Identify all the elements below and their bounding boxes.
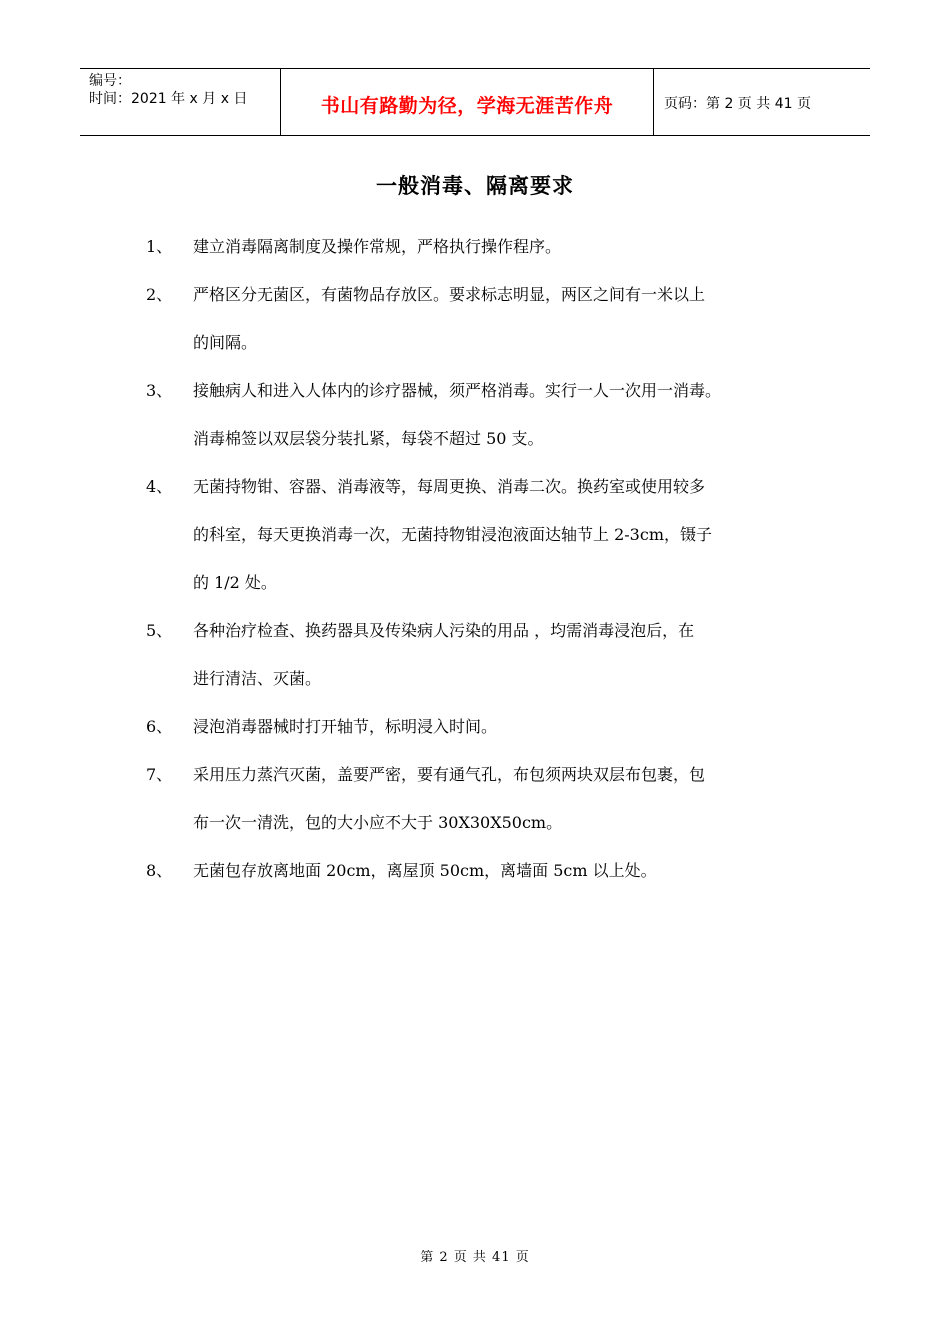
list-item [146, 235, 826, 259]
list-item-number: 8、 [146, 861, 173, 880]
list-item-text [193, 763, 826, 835]
list-item-number: 6、 [146, 717, 173, 736]
list-item-text [193, 475, 826, 595]
list-item-line: 采用压力蒸汽灭菌，盖要严密，要有通气孔，布包须两块双层布包裹，包 [193, 765, 706, 784]
list-item [146, 763, 826, 835]
motto: 书山有路勤为径，学海无涯苦作舟 [320, 94, 614, 117]
requirements-list [146, 235, 826, 883]
list-item-number: 4、 [146, 477, 173, 496]
list-item-line: 无菌持物钳、容器、消毒液等，每周更换、消毒二次。换药室或使用较多 [193, 477, 706, 496]
list-item-number: 5、 [146, 621, 173, 640]
list-item-text [193, 235, 826, 259]
header-meta-cell [80, 69, 281, 135]
header-page-cell [654, 69, 870, 135]
number-label: 编号： [89, 73, 131, 89]
list-item-text [193, 859, 826, 883]
list-item-line: 进行清洁、灭菌。 [193, 669, 322, 688]
list-item-text [193, 715, 826, 739]
list-item-line: 的科室，每天更换消毒一次，无菌持物钳浸泡液面达轴节上 2-3cm，镊子 [193, 525, 712, 544]
list-item-line: 的间隔。 [193, 333, 258, 352]
list-item [146, 379, 826, 451]
list-item-number: 2、 [146, 285, 173, 304]
list-item-text [193, 619, 826, 691]
list-item [146, 715, 826, 739]
list-item-line: 消毒棉签以双层袋分装扎紧，每袋不超过 50 支。 [193, 429, 544, 448]
time-label: 时间：2021 年 x 月 x 日 [89, 91, 248, 107]
list-item-line: 各种治疗检查、换药器具及传染病人污染的用品 ，均需消毒浸泡后，在 [193, 621, 695, 640]
list-item [146, 475, 826, 595]
list-item [146, 619, 826, 691]
list-item-line: 无菌包存放离地面 20cm，离屋顶 50cm，离墙面 5cm 以上处。 [193, 861, 657, 880]
list-item-line: 建立消毒隔离制度及操作常规，严格执行操作程序。 [193, 237, 562, 256]
list-item [146, 859, 826, 883]
list-item-text [193, 379, 826, 451]
list-item-number: 3、 [146, 381, 173, 400]
list-item-line: 接触病人和进入人体内的诊疗器械，须严格消毒。实行一人一次用一消毒。 [193, 381, 722, 400]
list-item-line: 严格区分无菌区，有菌物品存放区。要求标志明显，两区之间有一米以上 [193, 285, 706, 304]
header-table [80, 68, 870, 136]
list-item [146, 283, 826, 355]
page-info: 页码：第 2 页 共 41 页 [664, 96, 811, 112]
list-item-number: 1、 [146, 237, 173, 256]
page-footer: 第 2 页 共 41 页 [420, 1250, 530, 1265]
page-title: 一般消毒、隔离要求 [376, 174, 574, 198]
list-item-line: 的 1/2 处。 [193, 573, 277, 592]
list-item-line: 布一次一清洗，包的大小应不大于 30X30X50cm。 [193, 813, 563, 832]
list-item-text [193, 283, 826, 355]
list-item-number: 7、 [146, 765, 173, 784]
list-item-line: 浸泡消毒器械时打开轴节，标明浸入时间。 [193, 717, 498, 736]
header-motto-cell [281, 69, 654, 135]
